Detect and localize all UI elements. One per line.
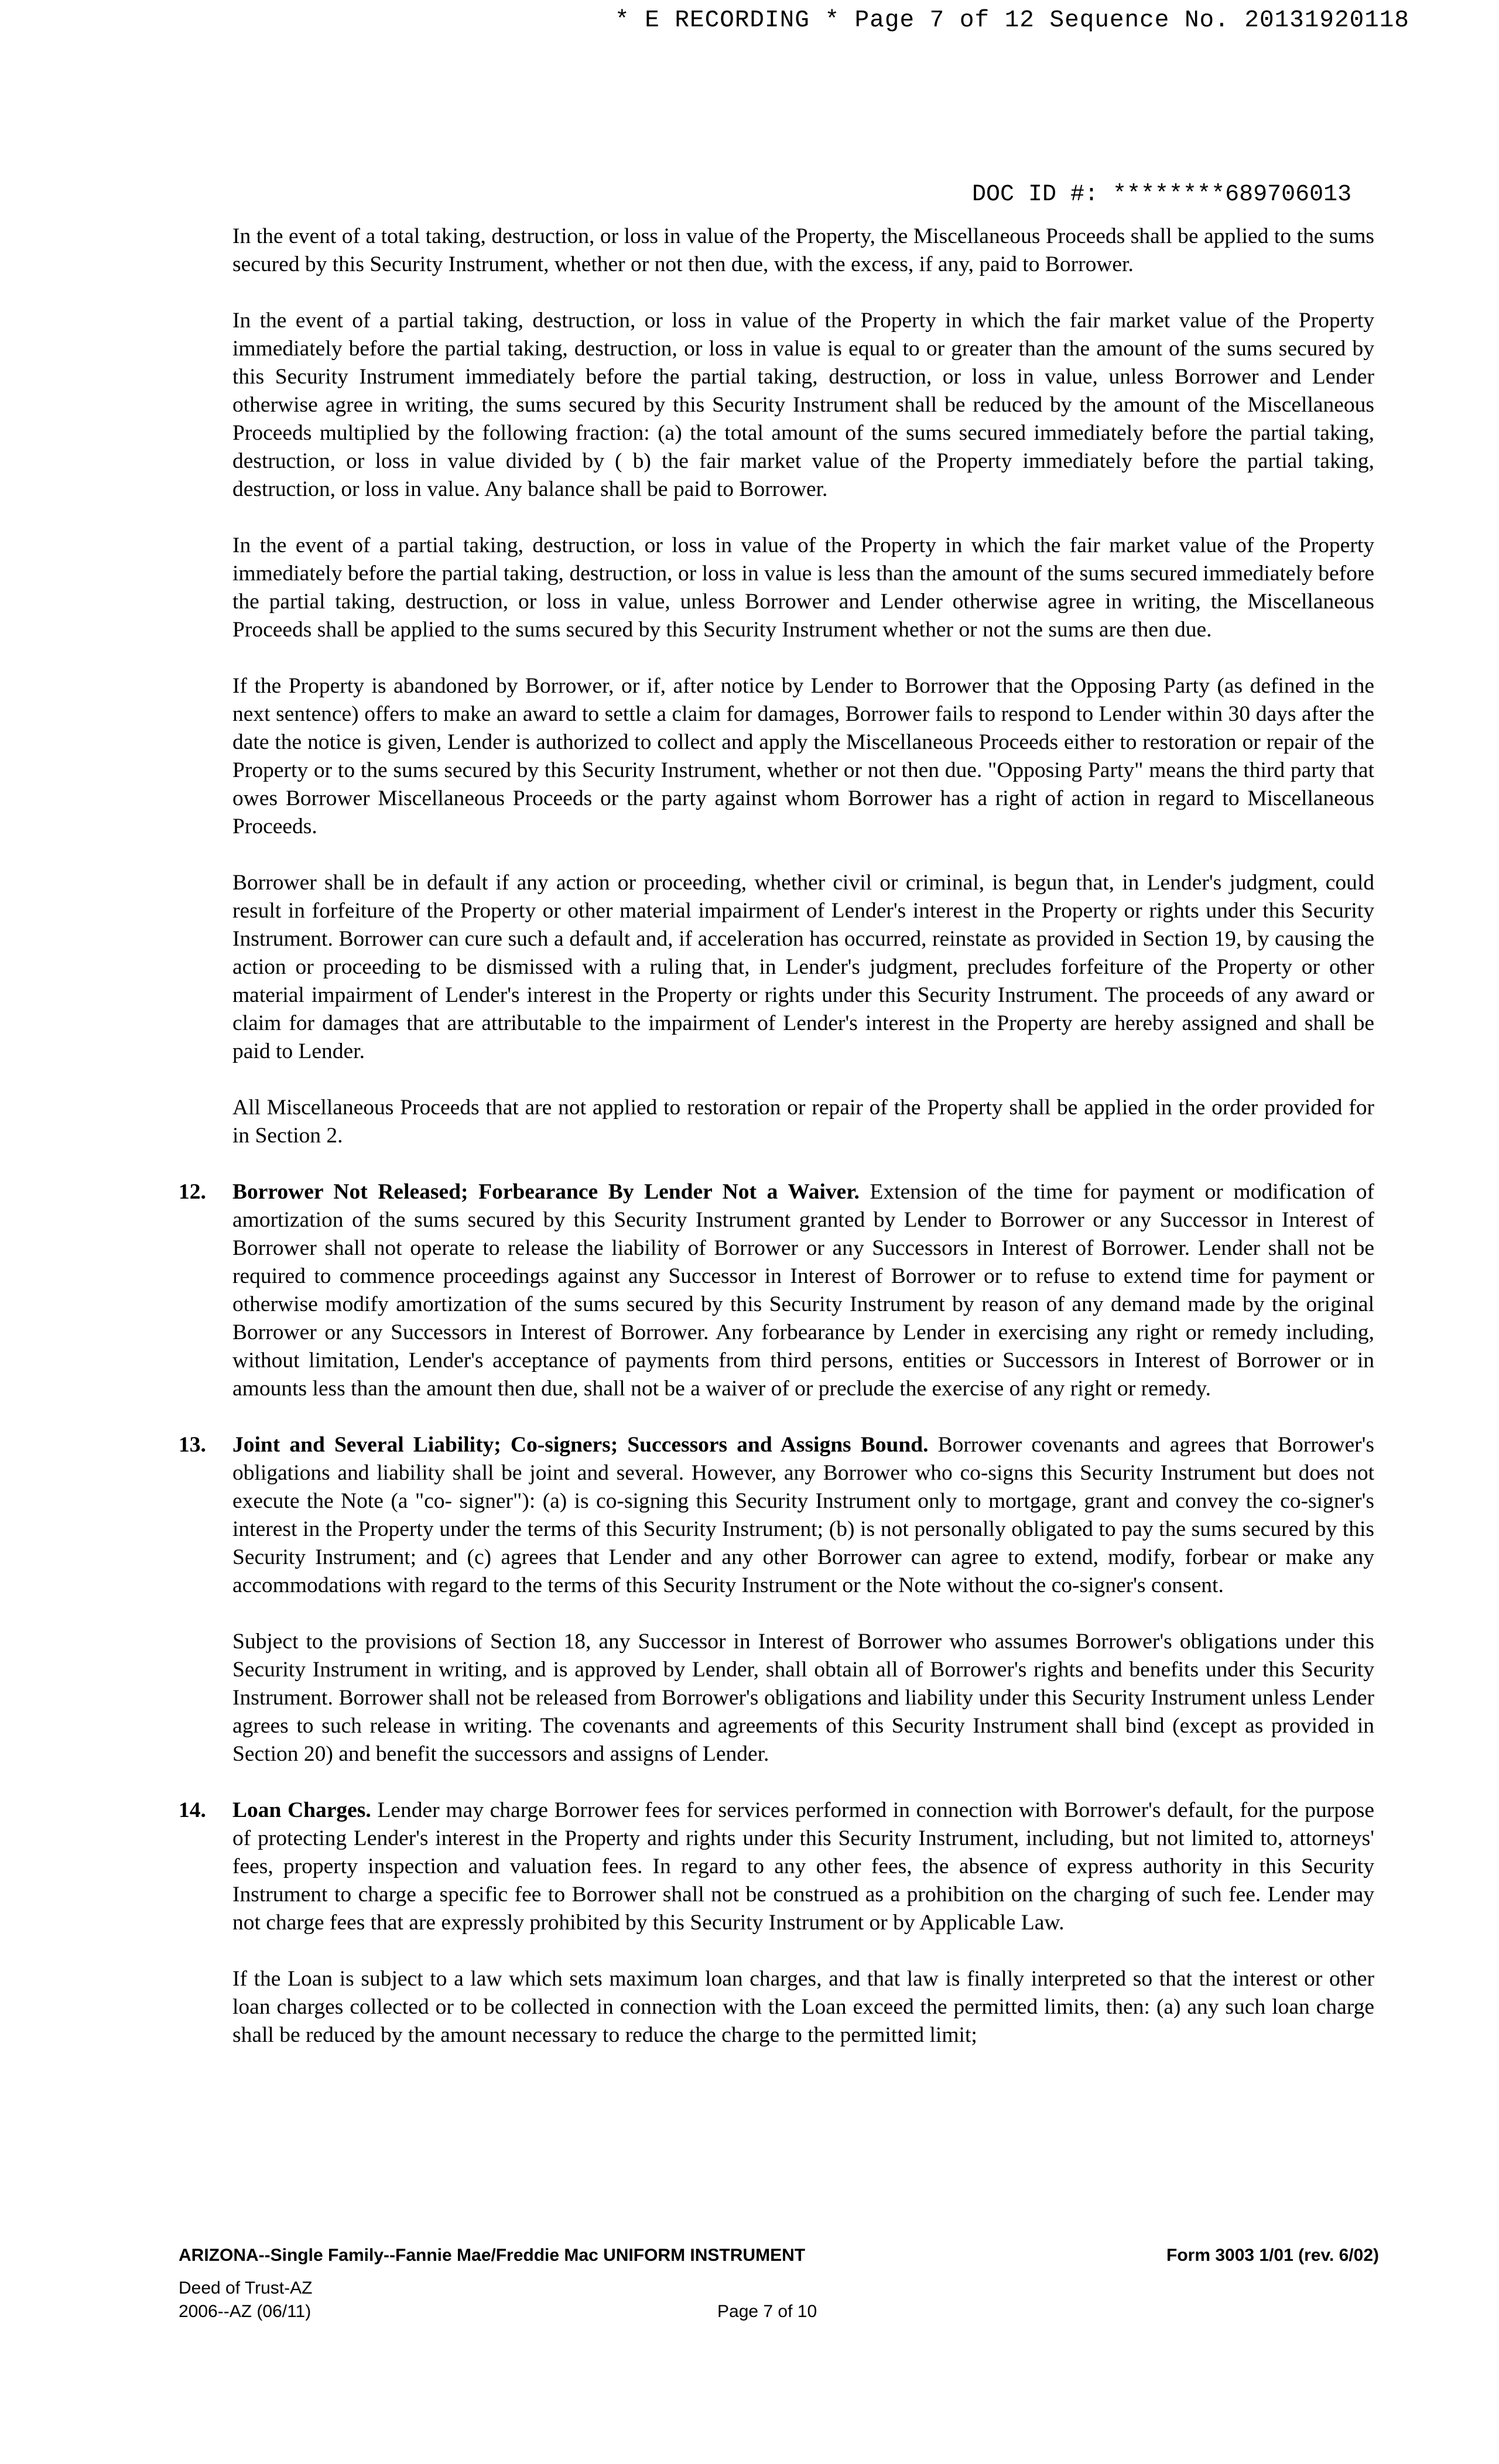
doc-id: DOC ID #: ********689706013	[972, 182, 1352, 208]
paragraph-abandonment: If the Property is abandoned by Borrower, or if, after notice by Lender to Borrower that the Opposing Party (as defined in the next sentence) offers to make an award to settle a claim for damages, Borrower fails to respond to Lender within 30 days after the date the notice is given, Lender is authorized to collect and apply the Miscellaneous Proceeds either to restoration or repair of the Property or to the sums secured by this Security Instrument, whether or not then due. "Opposing Party" means the third party that owes Borrower Miscellaneous Proceeds or the party against whom Borrower has a right of action in regard to Miscellaneous Proceeds.	[232, 674, 1374, 839]
section-body: Lender may charge Borrower fees for services performed in connection with Borrower's default, for the purpose of protecting Lender's interest in the Property and rights under this Security Instrument, including, but not limited to, attorneys' fees, property inspection and valuation fees. In regard to any other fees, the absence of express authority in this Security Instrument to charge a specific fee to Borrower shall not be construed as a prohibition on the charging of such fee. Lender may not charge fees that are expressly prohibited by this Security Instrument or by Applicable Law.	[232, 1798, 1374, 1935]
section-number: 14.	[179, 1798, 206, 1822]
paragraph-default: Borrower shall be in default if any action or proceeding, whether civil or criminal, is begun that, in Lender's judgment, could result in forfeiture of the Property or other material impairment of Lender's interest in the Property or rights under this Security Instrument. Borrower can cure such a default and, if acceleration has occurred, reinstate as provided in Section 19, by causing the action or proceeding to be dismissed with a ruling that, in Lender's judgment, precludes forfeiture of the Property or other material impairment of Lender's interest in the Property or rights under this Security Instrument. The proceeds of any award or claim for damages that are attributable to the impairment of Lender's interest in the Property are hereby assigned and shall be paid to Lender.	[232, 871, 1374, 1063]
section-number: 12.	[179, 1180, 206, 1204]
paragraph-partial-taking-greater: In the event of a partial taking, destruction, or loss in value of the Property in which the fair market value of the Property immediately before the partial taking, destruction, or loss in value is equal to or greater than the amount of the sums secured by this Security Instrument immediately before the partial taking, destruction, or loss in value, unless Borrower and Lender otherwise agree in writing, the sums secured by this Security Instrument shall be reduced by the amount of the Miscellaneous Proceeds multiplied by the following fraction: (a) the total amount of the sums secured immediately before the partial taking, destruction, or loss in value divided by ( b) the fair market value of the Property immediately before the partial taking, destruction, or loss in value. Any balance shall be paid to Borrower.	[232, 309, 1374, 501]
section-text	[232, 1178, 1374, 1403]
section-subparagraph: Subject to the provisions of Section 18, any Successor in Interest of Borrower who assumes Borrower's obligations under this Security Instrument in writing, and is approved by Lender, shall obtain all of Borrower's rights and benefits under this Security Instrument. Borrower shall not be released from Borrower's obligations and liability under this Security Instrument unless Lender agrees to such release in writing. The covenants and agreements of this Security Instrument shall bind (except as provided in Section 20) and benefit the successors and assigns of Lender.	[232, 1630, 1374, 1766]
paragraph-total-taking: In the event of a total taking, destruction, or loss in value of the Property, the Miscellaneous Proceeds shall be applied to the sums secured by this Security Instrument, whether or not then due, with the excess, if any, paid to Borrower.	[232, 224, 1374, 276]
section-text	[232, 1796, 1374, 1937]
section-heading: Joint and Several Liability; Co-signers; Successors and Assigns Bound.	[232, 1433, 929, 1457]
deed-name: Deed of Trust-AZ	[179, 2278, 313, 2298]
section-heading: Loan Charges.	[232, 1798, 371, 1822]
section-body: Borrower covenants and agrees that Borrower's obligations and liability shall be joint and several. However, any Borrower who co-signs this Security Instrument but does not execute the Note (a "co- signer"): (a) is co-signing this Security Instrument only to mortgage, grant and convey the co-signer's interest in the Property under the terms of this Security Instrument; (b) is not personally obligated to pay the sums secured by this Security Instrument; and (c) agrees that Lender and any other Borrower can agree to extend, modify, forbear or make any accommodations with regard to the terms of this Security Instrument or the Note without the co-signer's consent.	[232, 1433, 1374, 1597]
page-number: Page 7 of 10	[717, 2302, 817, 2321]
section-14	[179, 1796, 1374, 2049]
section-text	[232, 1431, 1374, 1600]
section-subparagraph: If the Loan is subject to a law which sets maximum loan charges, and that law is finally interpreted so that the interest or other loan charges collected or to be collected in connection with the Loan exceed the permitted limits, then: (a) any such loan charge shall be reduced by the amount necessary to reduce the charge to the permitted limit;	[232, 1967, 1374, 2047]
document-body	[179, 223, 1374, 2078]
section-heading: Borrower Not Released; Forbearance By Lender Not a Waiver.	[232, 1180, 860, 1204]
section-body: Extension of the time for payment or modification of amortization of the sums secured by this Security Instrument granted by Lender to Borrower or any Successor in Interest of Borrower shall not operate to release the liability of Borrower or any Successors in Interest of Borrower. Lender shall not be required to commence proceedings against any Successor in Interest of Borrower or to refuse to extend time for payment or otherwise modify amortization of the sums secured by this Security Instrument by reason of any demand made by the original Borrower or any Successors in Interest of Borrower. Any forbearance by Lender in exercising any right or remedy including, without limitation, Lender's acceptance of payments from third persons, entities or Successors in Interest of Borrower or in amounts less than the amount then due, shall not be a waiver of or preclude the exercise of any right or remedy.	[232, 1180, 1374, 1401]
section-13	[179, 1431, 1374, 1768]
section-12	[179, 1178, 1374, 1403]
form-number: Form 3003 1/01 (rev. 6/02)	[1166, 2246, 1379, 2265]
recording-header: * E RECORDING * Page 7 of 12 Sequence No. 20131920118	[615, 7, 1410, 34]
form-code: 2006--AZ (06/11)	[179, 2302, 312, 2321]
section-number: 13.	[179, 1433, 206, 1457]
paragraph-partial-taking-less: In the event of a partial taking, destruction, or loss in value of the Property in which the fair market value of the Property immediately before the partial taking, destruction, or loss in value is less than the amount of the sums secured immediately before the partial taking, destruction, or loss in value, unless Borrower and Lender otherwise agree in writing, the Miscellaneous Proceeds shall be applied to the sums secured by this Security Instrument whether or not the sums are then due.	[232, 533, 1374, 642]
form-title: ARIZONA--Single Family--Fannie Mae/Freddie Mac UNIFORM INSTRUMENT	[179, 2246, 806, 2265]
paragraph-misc-proceeds: All Miscellaneous Proceeds that are not applied to restoration or repair of the Property shall be applied in the order provided for in Section 2.	[232, 1096, 1374, 1148]
